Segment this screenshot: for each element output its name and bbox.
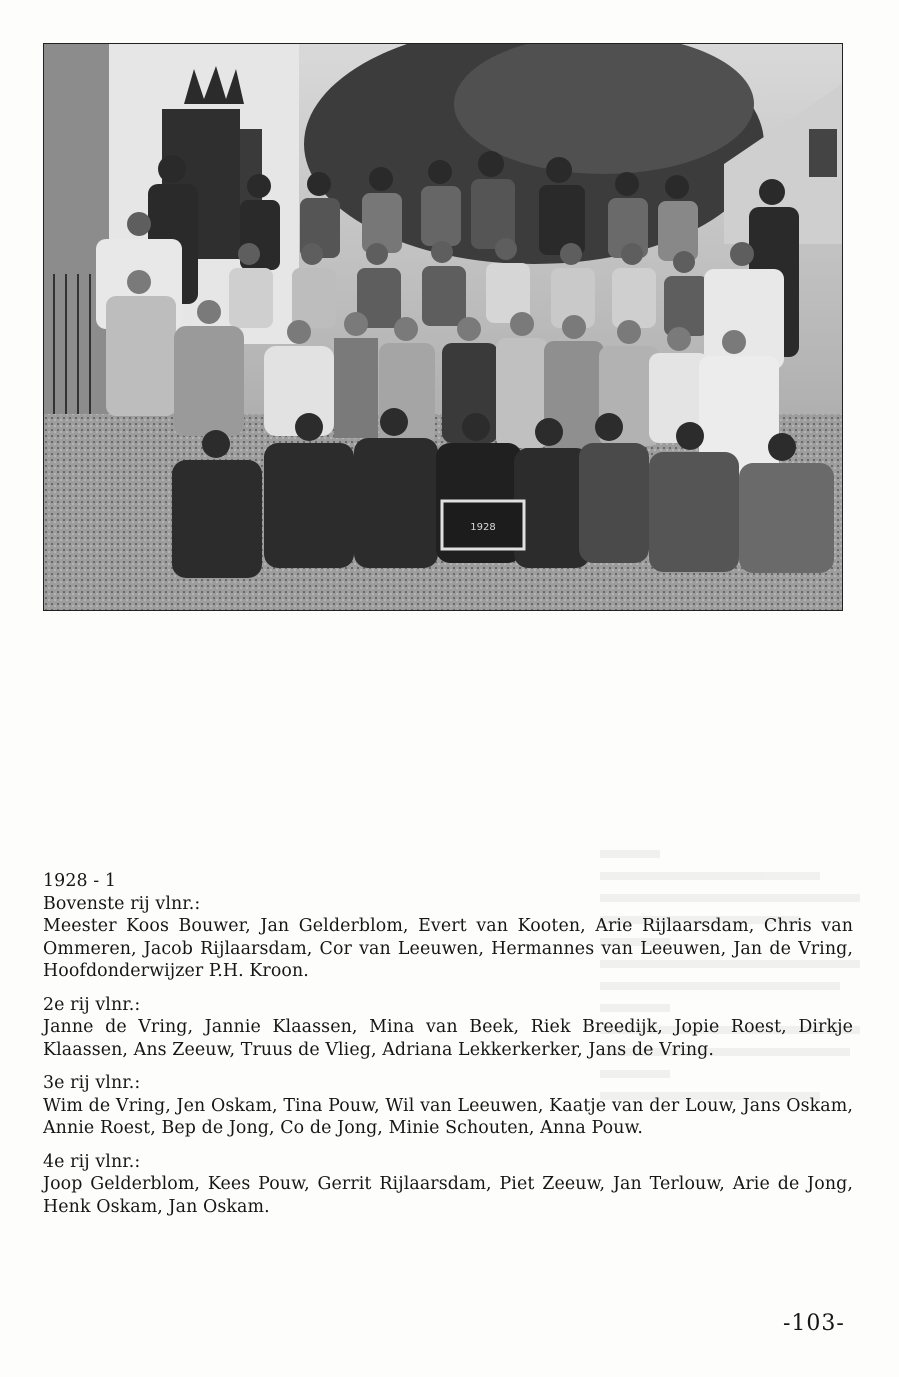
page-number: -103- xyxy=(783,1311,845,1336)
row-names: Janne de Vring, Jannie Klaassen, Mina van Beek, Riek Breedijk, Jopie Roest, Dirkje Klaassen, Ans Zeeuw, Truus de Vlieg, Adriana Lekkerkerker, Jans de Vring. xyxy=(43,1017,853,1060)
row-heading: 3e rij vlnr.: xyxy=(43,1073,141,1093)
slate-text: 1928 xyxy=(470,522,496,533)
class-photo-image xyxy=(44,44,842,610)
row-heading: Bovenste rij vlnr.: xyxy=(43,893,201,914)
row-names: Meester Koos Bouwer, Jan Gelderblom, Evert van Kooten, Arie Rijlaarsdam, Chris van Ommeren, Jacob Rijlaarsdam, Cor van Leeuwen, Hermannes van Leeuwen, Jan de Vring, Hoofdonderwijzer P.H. Kroon. xyxy=(43,916,853,981)
photo-caption xyxy=(43,870,853,1229)
row-heading: 4e rij vlnr.: xyxy=(43,1151,141,1172)
row-names: Joop Gelderblom, Kees Pouw, Gerrit Rijlaarsdam, Piet Zeeuw, Jan Terlouw, Arie de Jong, Henk Oskam, Jan Oskam. xyxy=(43,1174,853,1217)
caption-year: 1928 - 1 xyxy=(43,871,117,891)
row-heading: 2e rij vlnr.: xyxy=(43,994,141,1015)
class-photo xyxy=(43,43,843,611)
row-names: Wim de Vring, Jen Oskam, Tina Pouw, Wil van Leeuwen, Kaatje van der Louw, Jans Oskam, Annie Roest, Bep de Jong, Co de Jong, Minie Schouten, Anna Pouw. xyxy=(43,1095,853,1138)
